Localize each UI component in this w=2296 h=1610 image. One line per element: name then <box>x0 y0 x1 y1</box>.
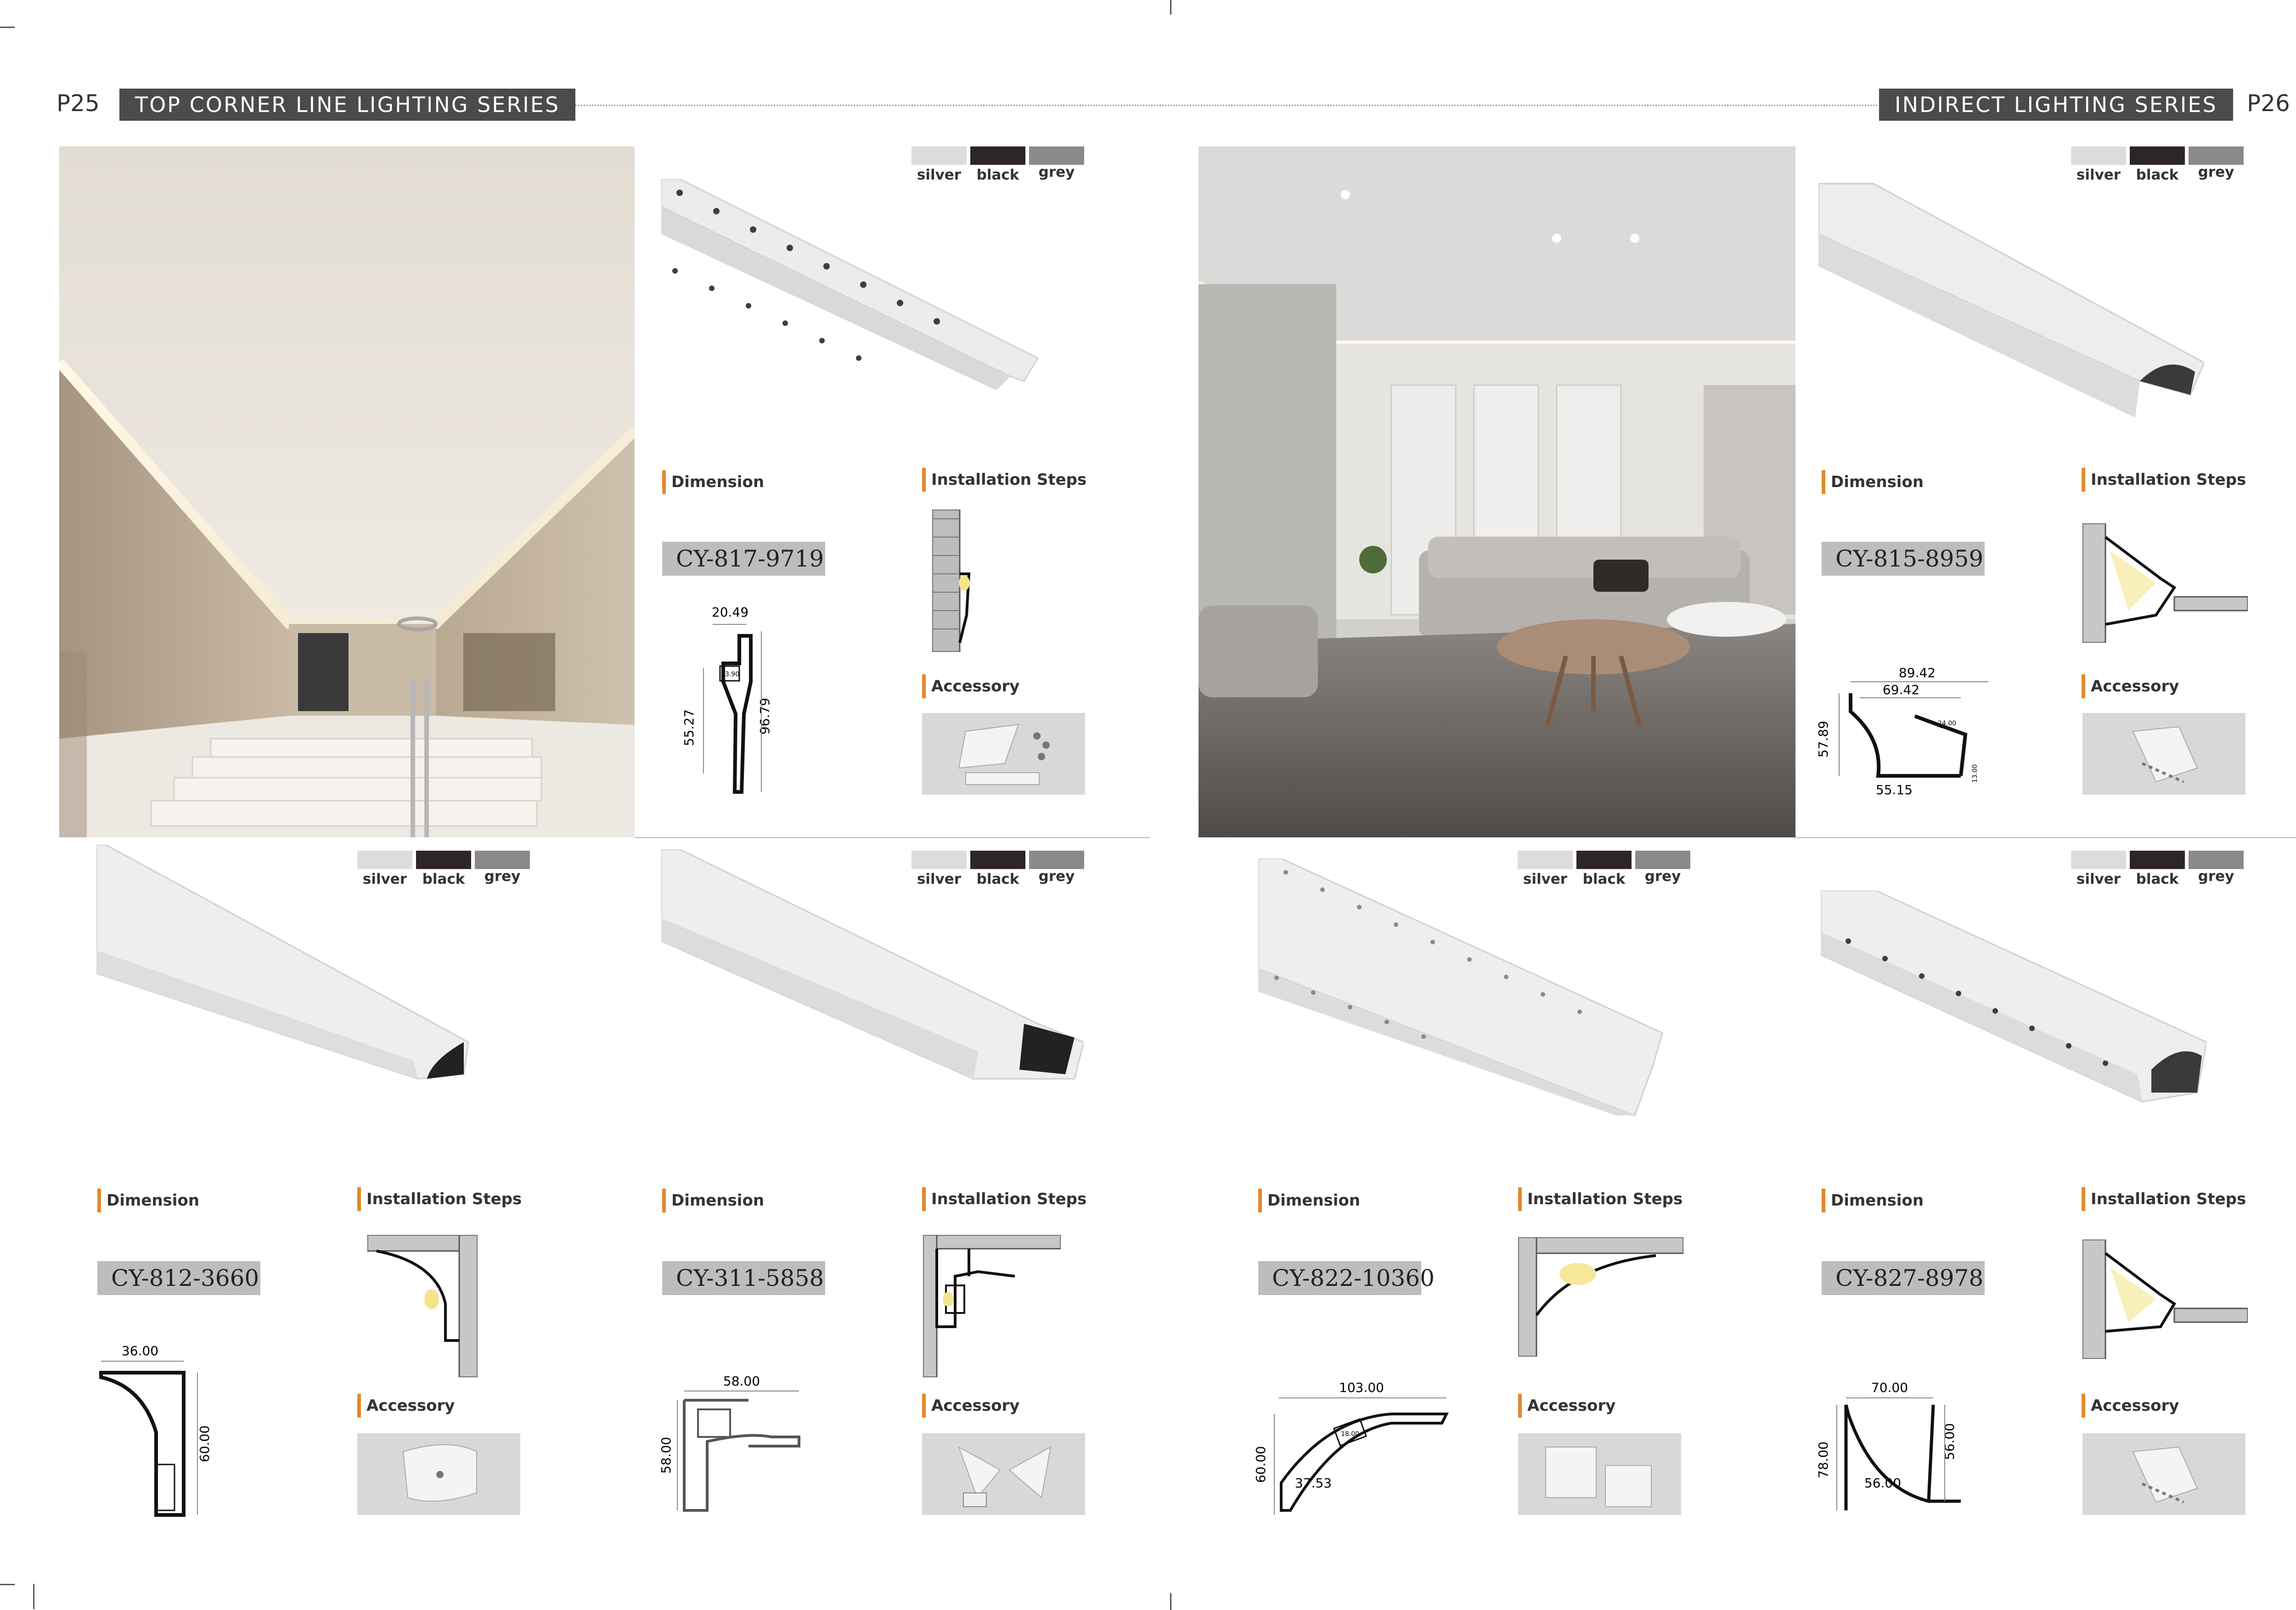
model-number: CY-827-8978 <box>1822 1261 1985 1295</box>
swatch-label-black: black <box>422 871 465 887</box>
model-number: CY-812-3660 <box>97 1261 260 1295</box>
right-series-title: INDIRECT LIGHTING SERIES <box>1879 89 2233 121</box>
crop-mark <box>1170 0 1171 15</box>
dimension-heading: Dimension <box>1822 1187 1924 1214</box>
installation-heading: Installation Steps <box>2082 466 2246 494</box>
section-divider <box>635 837 1150 838</box>
swatch-black[interactable] <box>2130 851 2185 869</box>
swatch-silver[interactable] <box>2071 146 2126 165</box>
dim-width: 36.00 <box>121 1343 159 1358</box>
swatch-label-grey: grey <box>484 868 521 885</box>
swatch-silver[interactable] <box>912 851 967 869</box>
crop-mark <box>33 1584 34 1609</box>
color-swatches <box>357 851 532 892</box>
dim-height-right: 56.00 <box>1942 1423 1957 1460</box>
profile-render-cy-822-10360 <box>1258 858 1671 1125</box>
dimension-heading: Dimension <box>662 468 764 496</box>
swatch-silver[interactable] <box>912 146 967 165</box>
accessory-heading: Accessory <box>1518 1392 1615 1419</box>
left-page-number: P25 <box>56 90 100 117</box>
accessory-heading: Accessory <box>922 673 1019 700</box>
swatch-black[interactable] <box>970 146 1025 165</box>
dimension-drawing <box>657 1373 808 1520</box>
installation-heading: Installation Steps <box>1518 1185 1683 1213</box>
dim-width: 89.42 <box>1898 665 1936 680</box>
dim-width-inner: 69.42 <box>1882 682 1920 697</box>
dim-height-inner: 55.27 <box>681 709 697 746</box>
swatch-grey[interactable] <box>1635 851 1690 869</box>
swatch-label-black: black <box>976 871 1019 887</box>
installation-heading: Installation Steps <box>2082 1185 2246 1213</box>
installation-diagram <box>367 1235 478 1377</box>
installation-diagram <box>2082 523 2248 643</box>
swatch-black[interactable] <box>1576 851 1632 869</box>
dimension-drawing <box>1814 1377 1979 1520</box>
swatch-label-grey: grey <box>2198 164 2234 180</box>
swatch-label-silver: silver <box>1523 871 1568 887</box>
dim-width: 20.49 <box>711 605 749 620</box>
swatch-grey[interactable] <box>1029 146 1084 165</box>
swatch-label-grey: grey <box>1644 868 1681 885</box>
dim-lip: 13.00 <box>1971 764 1979 783</box>
swatch-label-black: black <box>2136 871 2179 887</box>
dimension-heading: Dimension <box>1258 1187 1360 1214</box>
accessory-heading: Accessory <box>2082 1392 2179 1419</box>
installation-diagram <box>2082 1240 2248 1359</box>
swatch-grey[interactable] <box>1029 851 1084 869</box>
profile-render-cy-827-8978 <box>1821 891 2206 1129</box>
section-divider <box>1795 837 2296 838</box>
swatch-silver[interactable] <box>357 851 412 869</box>
accessory-heading: Accessory <box>357 1392 455 1419</box>
dim-bottom: 55.15 <box>1875 782 1913 797</box>
swatch-black[interactable] <box>2130 146 2185 165</box>
dim-height: 58.00 <box>658 1436 674 1474</box>
accessory-image <box>922 713 1085 795</box>
dimension-heading: Dimension <box>1822 468 1924 496</box>
model-number: CY-311-5858 <box>662 1261 825 1295</box>
dimension-heading: Dimension <box>662 1187 764 1214</box>
accessory-heading: Accessory <box>2082 673 2179 700</box>
installation-heading: Installation Steps <box>922 1185 1086 1213</box>
swatch-black[interactable] <box>416 851 471 869</box>
color-swatches <box>1518 851 1692 892</box>
dim-height: 60.00 <box>197 1425 212 1463</box>
crop-mark <box>1170 1593 1171 1610</box>
corridor-photo <box>59 146 635 837</box>
swatch-grey[interactable] <box>2189 146 2244 165</box>
swatch-label-grey: grey <box>1038 164 1075 180</box>
dimension-drawing <box>675 599 794 801</box>
swatch-label-grey: grey <box>2198 868 2234 885</box>
dim-width: 70.00 <box>1871 1380 1908 1395</box>
swatch-silver[interactable] <box>2071 851 2126 869</box>
accessory-image <box>357 1433 520 1515</box>
crop-mark <box>0 1584 15 1585</box>
installation-diagram <box>1518 1237 1683 1357</box>
installation-heading: Installation Steps <box>357 1185 522 1213</box>
profile-render-cy-815-8959 <box>1818 179 2204 427</box>
header-divider <box>559 105 1877 106</box>
dim-radius: 37.53 <box>1294 1475 1332 1491</box>
color-swatches <box>912 851 1086 892</box>
dim-height: 60.00 <box>1254 1446 1268 1483</box>
swatch-grey[interactable] <box>475 851 530 869</box>
dim-inner: 13.90 <box>720 671 740 678</box>
dimension-drawing <box>96 1341 225 1520</box>
dim-bottom: 56.00 <box>1864 1475 1902 1491</box>
swatch-label-black: black <box>2136 167 2179 183</box>
model-number: CY-815-8959 <box>1822 542 1985 576</box>
swatch-label-silver: silver <box>917 167 962 183</box>
color-swatches <box>2071 851 2245 892</box>
dim-width: 58.00 <box>723 1374 760 1389</box>
dim-width: 103.00 <box>1339 1380 1384 1395</box>
color-swatches <box>912 146 1086 188</box>
dimension-heading: Dimension <box>97 1187 199 1214</box>
dim-inner: 18.00 <box>1340 1430 1360 1438</box>
swatch-label-silver: silver <box>917 871 962 887</box>
dimension-drawing <box>1254 1377 1456 1520</box>
crop-mark <box>0 27 15 28</box>
accessory-image <box>1518 1433 1681 1515</box>
swatch-label-silver: silver <box>2076 167 2121 183</box>
model-number: CY-817-9719 <box>662 542 825 576</box>
dim-height: 78.00 <box>1816 1441 1831 1479</box>
dim-height: 96.79 <box>757 697 772 735</box>
dim-inner: 24.00 <box>1937 720 1957 727</box>
dimension-drawing <box>1814 661 1998 799</box>
swatch-grey[interactable] <box>2189 851 2244 869</box>
installation-diagram <box>932 510 974 652</box>
left-series-title: TOP CORNER LINE LIGHTING SERIES <box>119 89 575 121</box>
accessory-image <box>2082 713 2245 795</box>
model-number: CY-822-10360 <box>1258 1261 1421 1295</box>
accessory-heading: Accessory <box>922 1392 1019 1419</box>
color-swatches <box>2071 146 2245 188</box>
swatch-label-silver: silver <box>2076 871 2121 887</box>
installation-heading: Installation Steps <box>922 466 1086 494</box>
swatch-label-grey: grey <box>1038 868 1075 885</box>
swatch-label-black: black <box>976 167 1019 183</box>
right-page-number: P26 <box>2247 90 2290 117</box>
swatch-silver[interactable] <box>1518 851 1573 869</box>
accessory-image <box>2082 1433 2245 1515</box>
swatch-label-black: black <box>1582 871 1626 887</box>
profile-render-cy-817-9719 <box>661 179 1047 409</box>
dim-height: 57.89 <box>1816 720 1831 758</box>
swatch-black[interactable] <box>970 851 1025 869</box>
installation-diagram <box>923 1235 1061 1377</box>
swatch-label-silver: silver <box>362 871 407 887</box>
accessory-image <box>922 1433 1085 1515</box>
living-room-photo <box>1199 146 1795 837</box>
